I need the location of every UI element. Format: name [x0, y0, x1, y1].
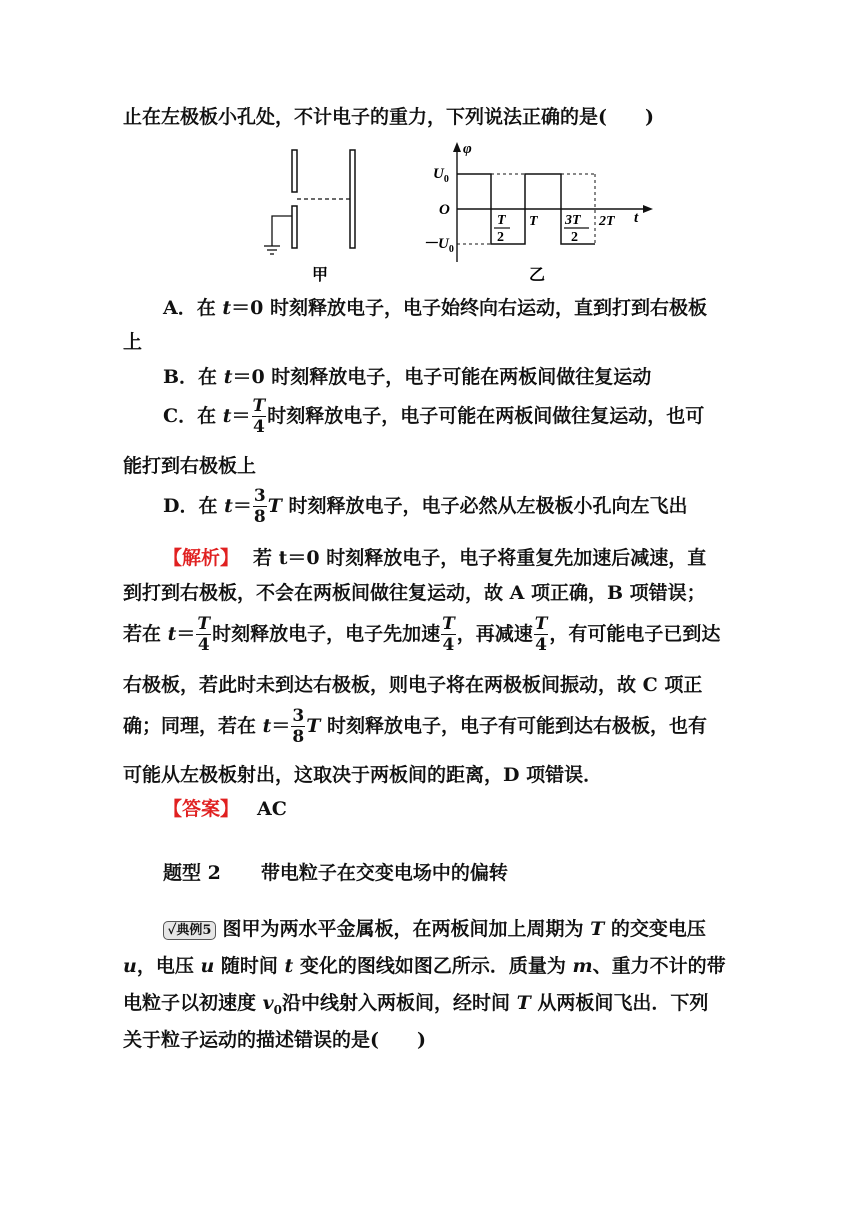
analysis-line-5: 确；同理，若在 t＝ $\frac{3}{8}$ T 时刻释放电子，电子有可能到达右极板，也有	[123, 706, 708, 747]
right-plate	[350, 150, 355, 248]
left-plate-upper	[292, 150, 297, 192]
svg-text:2: 2	[571, 230, 578, 245]
option-b: B．在 t＝0 时刻释放电子，电子可能在两板间做往复运动	[163, 366, 652, 388]
analysis-line-2: 到打到右极板，不会在两板间做往复运动，故 A 项正确，B 项错误；	[123, 582, 706, 604]
label-jia: 甲	[312, 267, 329, 284]
label-yi: 乙	[529, 267, 546, 284]
analysis-tag: 【解析】	[163, 547, 240, 569]
analysis-line-4: 右极板，若此时未到达右极板，则电子将在两极板间振动，故 C 项正	[123, 674, 703, 696]
question-tail: 止在左极板小孔处，不计电子的重力，下列说法正确的是( )	[123, 106, 654, 128]
axis-phi: φ	[463, 141, 472, 157]
example-line-1: ✓典例5 图甲为两水平金属板，在两板间加上周期为 T 的交变电压	[163, 920, 706, 940]
analysis-line-3: 若在 t＝ $\frac{T}{4}$ 时刻释放电子，电子先加速 $\frac{T}{4}$ ，再减速 $\frac{T}{4}$ ，有可能电子已到达	[123, 614, 721, 655]
svg-text:T: T	[497, 213, 506, 228]
svg-text:2T: 2T	[599, 214, 615, 229]
figure-jia	[250, 140, 380, 290]
section-label: 题型 2	[163, 862, 221, 884]
svg-text:T: T	[529, 214, 538, 229]
figure-yi	[415, 140, 655, 290]
section-title: 带电粒子在交变电场中的偏转	[260, 862, 508, 884]
answer-tag: 【答案】	[163, 798, 240, 820]
svg-text:2: 2	[497, 230, 504, 245]
example-badge: ✓典例5	[163, 921, 216, 940]
example-line-4: 关于粒子运动的描述错误的是( )	[123, 1029, 426, 1051]
fraction-t-over-4: $\frac{T}{4}$	[252, 396, 266, 437]
option-a-cont: 上	[123, 331, 143, 353]
option-c-cont: 能打到右极板上	[123, 455, 257, 477]
axis-t: t	[634, 210, 639, 226]
left-plate-lower	[292, 206, 297, 248]
answer-line	[163, 800, 287, 819]
example-line-2: u，电压 u 随时间 t 变化的图线如图乙所示．质量为 m、重力不计的带	[123, 955, 726, 977]
fraction-3-over-8: $\frac{3}{8}$	[253, 486, 266, 527]
analysis-line-6: 可能从左极板射出，这取决于两板间的距离，D 项错误．	[123, 764, 603, 786]
answer-value: AC	[257, 798, 287, 820]
ground-wire	[272, 216, 292, 246]
example-line-3: 电粒子以初速度 $v_0$沿中线射入两板间，经时间 T 从两板间飞出．下列	[123, 992, 709, 1017]
option-d: D．在 t＝ $\frac{3}{8}$ T 时刻释放电子，电子必然从左极板小孔向左飞出	[163, 486, 688, 527]
analysis-line-1: 【解析】 若 t＝0 时刻释放电子，电子将重复先加速后减速，直	[163, 547, 707, 569]
label-origin: O	[439, 202, 450, 218]
label-u0: $U_0$	[433, 166, 449, 185]
label-neg-u0: $-U_0$	[423, 236, 454, 255]
option-c: C．在 t＝ $\frac{T}{4}$ 时刻释放电子，电子可能在两板间做往复运动，也可	[163, 396, 705, 437]
section-heading	[163, 864, 508, 883]
svg-text:3T: 3T	[565, 213, 581, 228]
option-a: A．在 t＝0 时刻释放电子，电子始终向右运动，直到打到右极板	[163, 297, 707, 319]
